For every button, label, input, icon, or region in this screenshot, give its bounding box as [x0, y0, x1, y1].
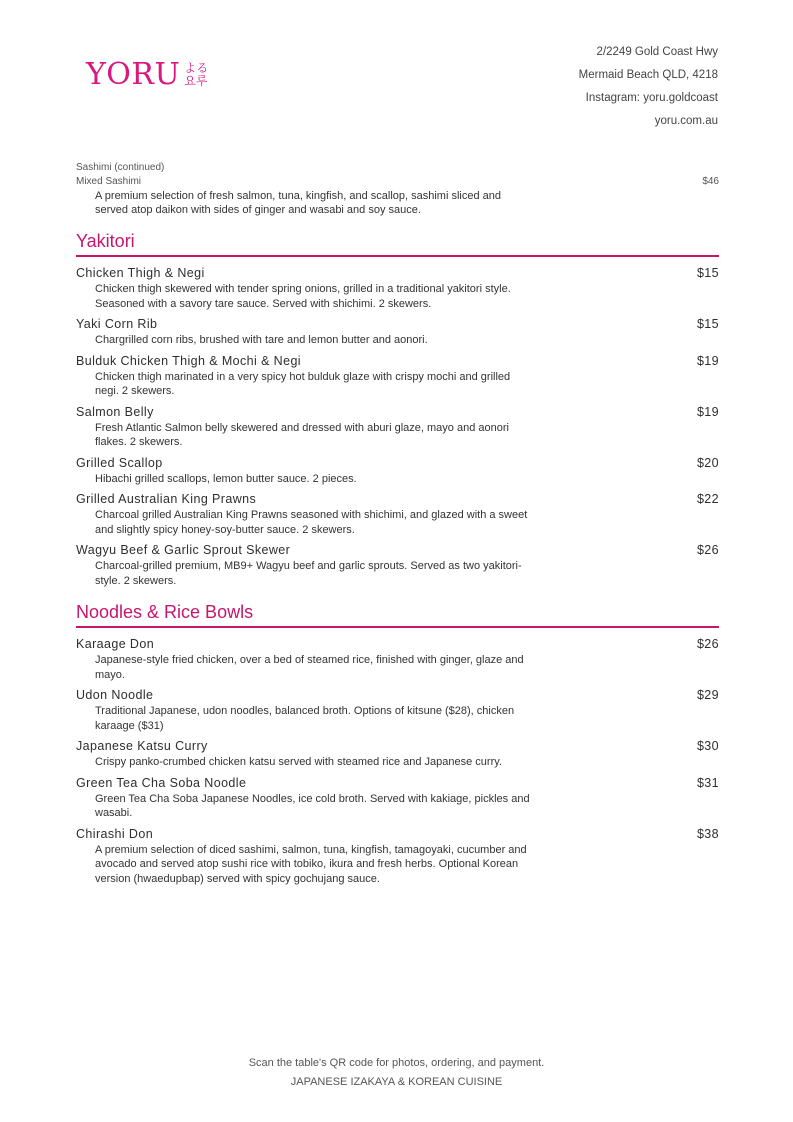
- sashimi-item-row: [76, 175, 719, 189]
- menu-item-price: $29: [696, 688, 719, 702]
- menu-item-name: Grilled Australian King Prawns: [76, 492, 257, 506]
- menu-item-price: $15: [696, 317, 719, 331]
- section-rule: [76, 626, 719, 628]
- menu-item-price: $20: [696, 455, 719, 470]
- menu-item: [76, 688, 719, 733]
- menu-item-name: Japanese Katsu Curry: [76, 739, 208, 753]
- menu-item-desc: Chicken thigh marinated in a very spicy hot bulduk glaze with crispy mochi and grilled negi. 2 skewers.: [95, 370, 511, 397]
- menu-content: [76, 160, 719, 892]
- brand-jp-top: よる: [184, 61, 209, 75]
- footer-cuisine: JAPANESE IZAKAYA & KOREAN CUISINE: [290, 1076, 503, 1088]
- section-title-yakitori: Yakitori: [76, 231, 135, 251]
- menu-item: [76, 405, 719, 450]
- menu-item-price: $22: [696, 492, 719, 506]
- menu-item-head: [76, 739, 719, 754]
- menu-item-head: [76, 776, 719, 791]
- yakitori-list: [76, 266, 719, 588]
- menu-item: [76, 776, 719, 821]
- sashimi-item-desc: A premium selection of fresh salmon, tuna, kingfish, and scallop, sashimi sliced and served atop daikon with sides of ginger and wasabi and soy sauce.: [95, 190, 501, 216]
- menu-item-desc: A premium selection of diced sashimi, salmon, tuna, kingfish, tamagoyaki, cucumber and avocado and served atop sushi rice with tobiko, ikura and fresh herbs. Optional Korean version (hwaedupbap) served with spicy gochujang sauce.: [95, 843, 527, 885]
- menu-item: [76, 456, 719, 487]
- address-instagram: Instagram: yoru.goldcoast: [585, 92, 718, 104]
- menu-item-desc: Chargrilled corn ribs, brushed with tare and lemon butter and aonori.: [95, 334, 428, 346]
- menu-item-head: [76, 637, 719, 652]
- menu-item: [76, 739, 719, 770]
- menu-item-desc: Chicken thigh skewered with tender spring onions, grilled in a traditional yakitori style. Seasoned with a savory tare sauce. Served with shichimi. 2 skewers.: [95, 283, 511, 310]
- menu-item-name: Salmon Belly: [76, 404, 154, 419]
- menu-item-name: Yaki Corn Rib: [76, 317, 158, 331]
- brand-logo: [86, 57, 209, 92]
- brand-name: YORU: [86, 57, 181, 92]
- menu-item-name: Udon Noodle: [76, 688, 154, 702]
- menu-item-price: $19: [696, 404, 719, 419]
- menu-item-desc: Crispy panko-crumbed chicken katsu served with steamed rice and Japanese curry.: [95, 756, 502, 768]
- menu-item: [76, 266, 719, 311]
- sashimi-continued-heading: Sashimi (continued): [76, 162, 165, 173]
- menu-item-name: Green Tea Cha Soba Noodle: [76, 775, 247, 790]
- menu-item-price: $19: [696, 353, 719, 368]
- menu-item-name: Karaage Don: [76, 637, 155, 651]
- brand-jp-bottom: 요루: [184, 74, 208, 88]
- footer: [0, 1054, 793, 1092]
- sashimi-item-name: Mixed Sashimi: [76, 176, 142, 187]
- address-street: 2/2249 Gold Coast Hwy: [596, 46, 718, 58]
- menu-item-price: $38: [696, 826, 719, 841]
- menu-item-head: [76, 492, 719, 507]
- noodles-list: [76, 637, 719, 886]
- menu-item: [76, 637, 719, 682]
- address-block: [579, 44, 718, 136]
- menu-item-desc: Fresh Atlantic Salmon belly skewered and dressed with aburi glaze, mayo and aonori flakes. 2 skewers.: [95, 421, 509, 448]
- section-rule: [76, 255, 719, 257]
- menu-item: [76, 492, 719, 537]
- menu-item: [76, 827, 719, 887]
- menu-item: [76, 317, 719, 348]
- menu-item-desc: Hibachi grilled scallops, lemon butter sauce. 2 pieces.: [95, 472, 357, 485]
- footer-qr-note: Scan the table's QR code for photos, ordering, and payment.: [248, 1057, 545, 1069]
- menu-item-head: [76, 688, 719, 703]
- address-suburb: Mermaid Beach QLD, 4218: [578, 69, 718, 81]
- menu-item-head: [76, 456, 719, 471]
- menu-item-head: [76, 317, 719, 332]
- menu-item-head: [76, 827, 719, 842]
- menu-item-name: Grilled Scallop: [76, 455, 163, 470]
- menu-item: [76, 543, 719, 588]
- menu-item-head: [76, 405, 719, 420]
- menu-item-desc: Japanese-style fried chicken, over a bed of steamed rice, finished with ginger, glaze and mayo.: [95, 654, 524, 681]
- menu-item-name: Chicken Thigh & Negi: [76, 266, 205, 280]
- menu-item-desc: Traditional Japanese, udon noodles, balanced broth. Options of kitsune ($28), chicken karaage ($31): [95, 705, 515, 732]
- menu-item-name: Wagyu Beef & Garlic Sprout Skewer: [76, 543, 291, 557]
- menu-item-desc: Green Tea Cha Soba Japanese Noodles, ice cold broth. Served with kakiage, pickles and wasabi.: [95, 792, 530, 819]
- menu-item: [76, 354, 719, 399]
- menu-item-head: [76, 543, 719, 558]
- menu-item-name: Chirashi Don: [76, 826, 154, 841]
- menu-item-price: $26: [696, 637, 719, 651]
- brand-jp: [184, 62, 208, 88]
- menu-item-price: $30: [696, 739, 719, 753]
- menu-item-head: [76, 266, 719, 281]
- section-title-noodles: Noodles & Rice Bowls: [76, 602, 254, 622]
- address-website: yoru.com.au: [654, 115, 718, 127]
- menu-item-price: $15: [696, 266, 719, 280]
- menu-item-price: $31: [696, 775, 719, 790]
- menu-item-name: Bulduk Chicken Thigh & Mochi & Negi: [76, 353, 301, 368]
- menu-item-price: $26: [696, 543, 719, 557]
- menu-item-desc: Charcoal-grilled premium, MB9+ Wagyu beef and garlic sprouts. Served as two yakitori-style. 2 skewers.: [95, 560, 522, 587]
- menu-item-head: [76, 354, 719, 369]
- menu-item-desc: Charcoal grilled Australian King Prawns seasoned with shichimi, and glazed with a sweet and slightly spicy honey-soy-butter sauce. 2 skewers.: [95, 509, 528, 536]
- sashimi-item-price: $46: [702, 176, 719, 187]
